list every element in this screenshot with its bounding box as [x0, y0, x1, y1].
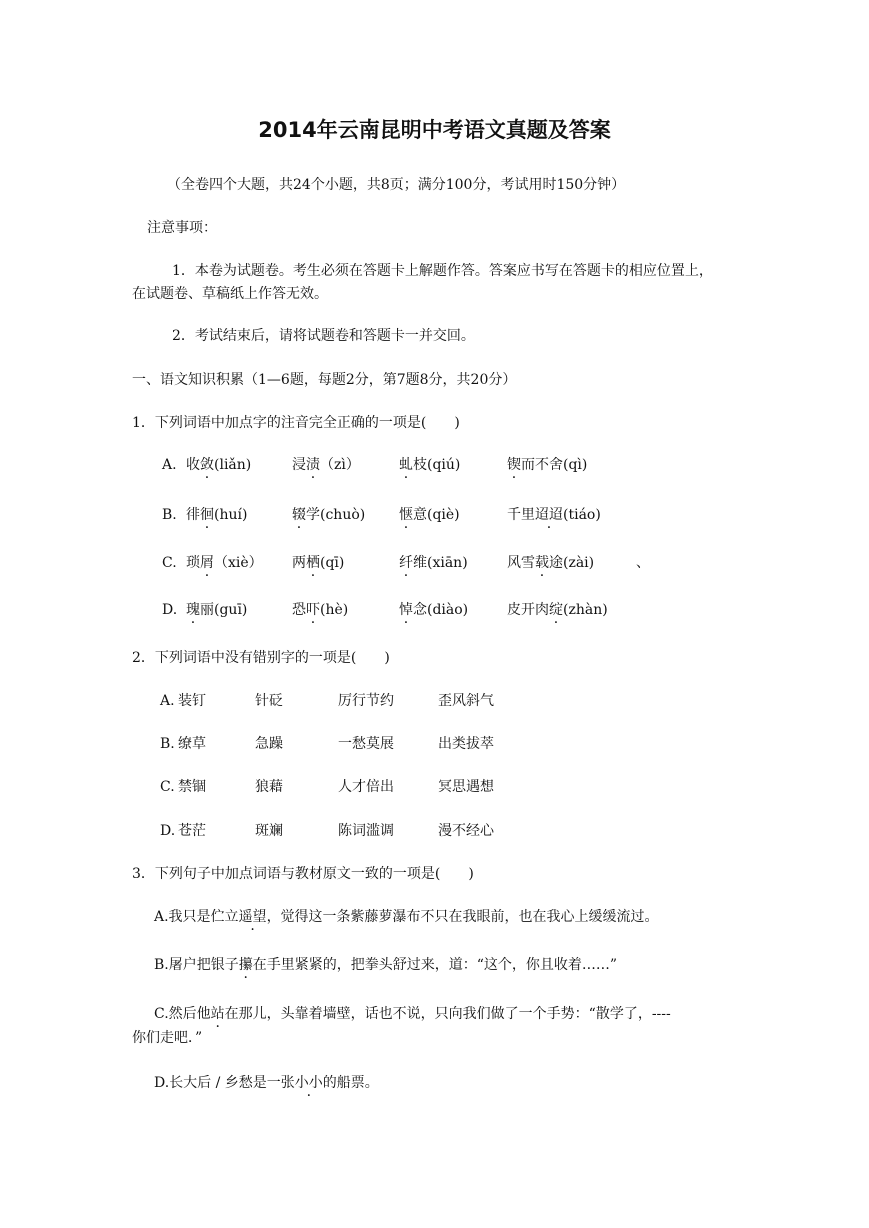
- option-word: 琐屑（xiè）: [186, 555, 263, 571]
- dotted-char: 迢迢: [535, 507, 563, 523]
- option-word: 瑰丽(guī): [186, 602, 248, 618]
- option-word: 徘徊(huí): [186, 507, 248, 523]
- option-word: 禁锢: [178, 779, 206, 795]
- dotted-char: 悼: [399, 602, 413, 618]
- question-2-stem: 2．下列词语中没有错别字的一项是( ): [132, 650, 390, 666]
- option-word: 浸渍（zì）: [292, 457, 360, 473]
- option-word: 纤维(xiān): [399, 555, 468, 571]
- dotted-char: 遥望: [238, 909, 267, 925]
- dotted-char: 纤: [399, 555, 413, 571]
- option-word: 锲而不舍(qì): [507, 457, 588, 473]
- option-word: 装钉: [178, 693, 206, 709]
- option-word: 虬枝(qiú): [399, 457, 461, 473]
- dotted-char: 锲: [507, 457, 521, 473]
- dotted-char: 渍: [306, 457, 320, 473]
- option-word: 皮开肉绽(zhàn): [507, 602, 608, 618]
- option-label: A.: [162, 457, 177, 473]
- option-word: 苍茫: [178, 823, 206, 839]
- option-label: C.: [160, 779, 175, 795]
- question-3-option-d: D.长大后 / 乡愁是一张小小的船票。: [154, 1075, 379, 1091]
- dotted-char: 小小: [294, 1075, 323, 1091]
- question-3-option-c: C.然后他站在那儿，头靠着墙壁，话也不说，只向我们做了一个手势：“散学了，----: [154, 1006, 671, 1022]
- option-word: 缭草: [178, 736, 206, 752]
- exam-info: （全卷四个大题，共24个小题，共8页；满分100分，考试用时150分钟）: [167, 177, 626, 193]
- dotted-char: 徊: [200, 507, 214, 523]
- option-word: 收敛(liǎn): [186, 457, 252, 473]
- dotted-char: 瑰: [186, 602, 200, 618]
- option-word: 针砭: [255, 693, 283, 709]
- dotted-char: 屑: [200, 555, 214, 571]
- notes-heading: 注意事项：: [147, 220, 217, 236]
- section-heading: 一、语文知识积累（1—6题，每题2分，第7题8分，共20分）: [132, 372, 517, 388]
- option-label: C.: [162, 555, 177, 571]
- question-3-option-b: B.屠户把银子攥在手里紧紧的，把拳头舒过来，道：“这个，你且收着……”: [154, 957, 618, 973]
- option-word: 千里迢迢(tiáo): [507, 507, 601, 523]
- note-1-line-2: 在试题卷、草稿纸上作答无效。: [132, 286, 328, 302]
- question-3-option-a: A.我只是伫立遥望，觉得这一条紫藤萝瀑布不只在我眼前，也在我心上缓缓流过。: [154, 909, 659, 925]
- dotted-char: 虬: [399, 457, 413, 473]
- dotted-char: 敛: [200, 457, 214, 473]
- note-1-line-1: 1．本卷为试题卷。考生必须在答题卡上解题作答。答案应书写在答题卡的相应位置上，: [172, 263, 713, 279]
- option-word: 人才倍出: [338, 779, 394, 795]
- dotted-char: 栖: [306, 555, 320, 571]
- dotted-char: 攥: [238, 957, 253, 973]
- option-word: 陈词滥调: [338, 823, 394, 839]
- option-word: 斑斓: [255, 823, 283, 839]
- option-label: D.: [162, 602, 178, 618]
- option-word: 两栖(qī): [292, 555, 345, 571]
- stray-mark: 、: [636, 555, 650, 571]
- page-title: 2014年云南昆明中考语文真题及答案: [258, 118, 611, 142]
- dotted-char: 辍: [292, 507, 306, 523]
- option-word: 悼念(diào): [399, 602, 469, 618]
- option-word: 一愁莫展: [338, 736, 394, 752]
- option-word: 惬意(qiè): [399, 507, 460, 523]
- dotted-char: 惬: [399, 507, 413, 523]
- option-word: 狼藉: [255, 779, 283, 795]
- option-word: 急躁: [255, 736, 283, 752]
- option-label: D.: [160, 823, 176, 839]
- dotted-char: 载: [535, 555, 549, 571]
- option-word: 歪风斜气: [438, 693, 494, 709]
- option-word: 风雪载途(zài): [507, 555, 595, 571]
- option-word: 恐吓(hè): [292, 602, 349, 618]
- note-2: 2．考试结束后，请将试题卷和答题卡一并交回。: [172, 328, 475, 344]
- option-word: 冥思遇想: [438, 779, 494, 795]
- option-word: 出类拔萃: [438, 736, 494, 752]
- option-label: A.: [160, 693, 175, 709]
- option-label: B.: [160, 736, 175, 752]
- option-word: 辍学(chuò): [292, 507, 366, 523]
- question-3-stem: 3．下列句子中加点词语与教材原文一致的一项是( ): [132, 866, 474, 882]
- dotted-char: 绽: [549, 602, 563, 618]
- question-1-stem: 1．下列词语中加点字的注音完全正确的一项是( ): [132, 415, 460, 431]
- option-label: B.: [162, 507, 177, 523]
- dotted-char: 站: [210, 1006, 225, 1022]
- option-word: 厉行节约: [338, 693, 394, 709]
- dotted-char: 吓: [306, 602, 320, 618]
- question-3-option-c-line-2: 你们走吧．”: [132, 1030, 203, 1046]
- option-word: 漫不经心: [438, 823, 494, 839]
